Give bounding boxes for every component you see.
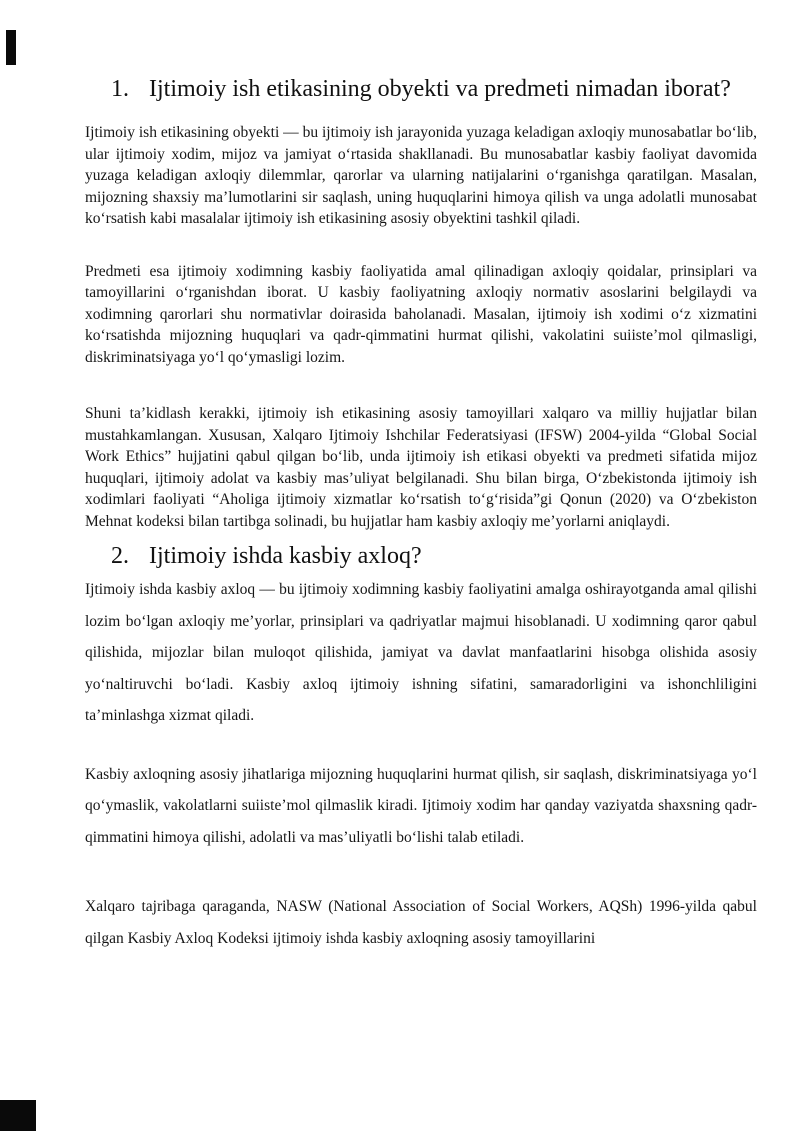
paragraph-ethics-aspects: Kasbiy axloqning asosiy jihatlariga mijozning huquqlarini hurmat qilish, sir saqlash, diskriminatsiyaga yo‘l qo‘ymaslik, vakolatlarni suiiste’mol qilmaslik kiradi. Ijtimoiy xodim har qanday vaziyatda shaxsning qadr-qimmatini himoya qilishi, adolatli va mas’uliyatli bo‘lishi talab etiladi. [85, 765, 757, 846]
section-1-heading [85, 72, 733, 106]
heading-number: 2. [111, 543, 129, 569]
scan-artifact-top-left [6, 30, 16, 65]
heading-title: Ijtimoiy ishda kasbiy axloq? [149, 543, 422, 569]
heading-title: Ijtimoiy ish etikasining obyekti va predmeti nimadan iborat? [149, 76, 731, 102]
paragraph-object-definition: Ijtimoiy ish etikasining obyekti — bu ijtimoiy ish jarayonida yuzaga keladigan axloqiy munosabatlar bo‘lib, ular ijtimoiy xodim, mijoz va jamiyat o‘rtasida shakllanadi. Bu munosabatlar kasbiy faoliyat davomida yuzaga keladigan axloqiy dilemmlar, qarorlar va ularning natijalarini o‘rganishga qaratilgan. Masalan, mijozning shaxsiy ma’lumotlarini sir saqlash, uning huquqlarini himoya qilish va unga adolatli munosabat ko‘rsatish kabi masalalar ijtimoiy ish etikasining asosiy obyektini tashkil qiladi. [85, 124, 757, 227]
paragraph-international-documents: Shuni ta’kidlash kerakki, ijtimoiy ish etikasining asosiy tamoyillari xalqaro va milliy hujjatlar bilan mustahkamlangan. Xususan, Xalqaro Ijtimoiy Ishchilar Federatsiyasi (IFSW) 2004-yilda “Global Social Work Ethics” hujjatini qabul qilgan bo‘lib, unda ijtimoiy ish etikasi obyekti va predmeti sifatida mijoz huquqlari, ijtimoiy adolat va kasbiy mas’uliyat belgilanadi. Shu bilan birga, O‘zbekistonda ijtimoiy ish xodimlari faoliyati “Aholiga ijtimoiy xizmatlar ko‘rsatish to‘g‘risida”gi Qonun (2020) va O‘zbekiston Mehnat kodeksi bilan tartibga solinadi, bu hujjatlar ham kasbiy axloqiy me’yorlarni aniqlaydi. [85, 405, 757, 530]
section-2-heading [85, 539, 757, 573]
heading-number: 1. [111, 76, 129, 102]
paragraph-nasw-code: Xalqaro tajribaga qaraganda, NASW (National Association of Social Workers, AQSh) 1996-yilda qabul qilgan Kasbiy Axloq Kodeksi ijtimoiy ishda kasbiy axloqning asosiy tamoyillarini [85, 898, 757, 947]
document-content [85, 72, 757, 954]
paragraph-subject-definition: Predmeti esa ijtimoiy xodimning kasbiy faoliyatida amal qilinadigan axloqiy qoidalar, prinsiplari va tamoyillarini o‘rganishdan iborat. U kasbiy faoliyatning axloqiy normativ asoslarini belgilaydi va xodimning qarorlari shu normativlar doirasida baholanadi. Masalan, ijtimoiy ish xodimi o‘z xizmatini ko‘rsatishda mijozning huquqlari va qadr-qimmatini hurmat qilishi, vakolatini suiiste’mol qilmasligi, diskriminatsiyaga yo‘l qo‘ymasligi lozim. [85, 262, 757, 366]
scan-artifact-bottom-left [0, 1100, 36, 1131]
paragraph-professional-ethics-definition: Ijtimoiy ishda kasbiy axloq — bu ijtimoiy xodimning kasbiy faoliyatini amalga oshirayotganda amal qilishi lozim bo‘lgan axloqiy me’yorlar, prinsiplari va qadriyatlar majmui hisoblanadi. U xodimning qaror qabul qilishida, mijozlar bilan muloqot qilishida, jamiyat va davlat manfaatlarini hisobga olishida asosiy yo‘naltiruvchi bo‘ladi. Kasbiy axloq ijtimoiy ishning sifatini, samaradorligini va ishonchliligini ta’minlashga xizmat qiladi. [85, 581, 757, 724]
